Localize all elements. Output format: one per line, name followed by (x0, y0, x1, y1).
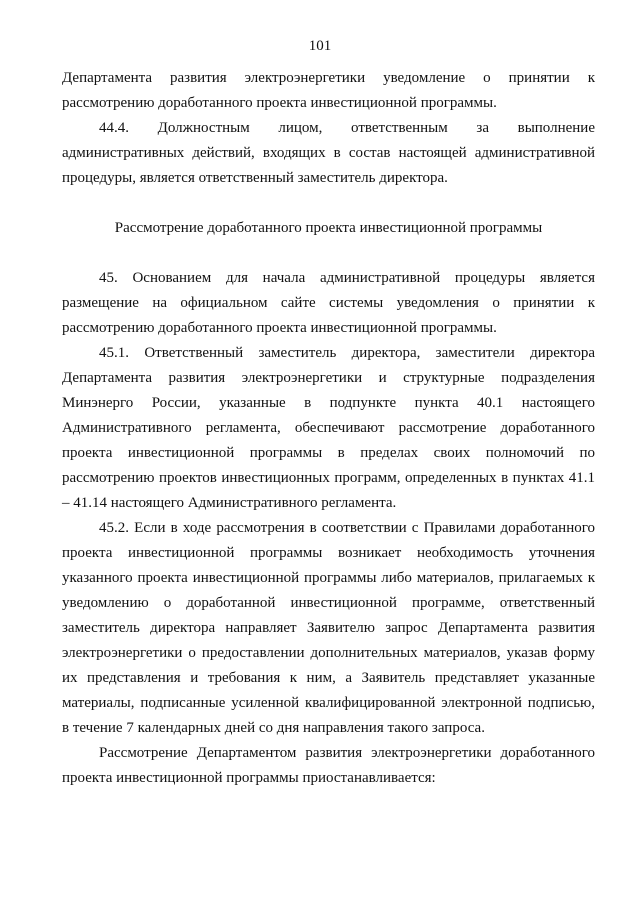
page-number: 101 (308, 38, 332, 54)
paragraph-45-1: 45.1. Ответственный заместитель директора, заместители директора Департамента развития электроэнергетики и структурные подразделения Минэнерго России, указанные в подпункте пункта 40.1 настоящего Административного регламента, обеспечивают рассмотрение доработанного проекта инвестиционной программы в пределах своих полномочий по рассмотрению проектов инвестиционных программ, определенных в пунктах 41.1 – 41.14 настоящего Административного регламента. (62, 345, 595, 511)
main-text-block (62, 266, 595, 791)
paragraph-45: 45. Основанием для начала административной процедуры является размещение на официальном сайте системы уведомления о принятии к рассмотрению доработанного проекта инвестиционной программы. (62, 270, 595, 336)
continued-paragraph: Департамента развития электроэнергетики уведомление о принятии к рассмотрению доработанного проекта инвестиционной программы. (62, 70, 595, 111)
section-heading: Рассмотрение доработанного проекта инвестиционной программы (114, 220, 543, 236)
section-heading-block (62, 216, 595, 241)
paragraph-45-2: 45.2. Если в ходе рассмотрения в соответствии с Правилами доработанного проекта инвестиционной программы возникает необходимость уточнения указанного проекта инвестиционной программы либо материалов, прилагаемых к уведомлению о доработанной инвестиционной программе, ответственный заместитель директора направляет Заявителю запрос Департамента развития электроэнергетики о предоставлении дополнительных материалов, указав форму их представления и требования к ним, а Заявитель представляет указанные материалы, подписанные усиленной квалифицированной электронной подписью, в течение 7 календарных дней со дня направления такого запроса. (62, 520, 595, 736)
paragraph-suspension: Рассмотрение Департаментом развития электроэнергетики доработанного проекта инвестиционной программы приостанавливается: (62, 745, 595, 786)
top-text-block (62, 66, 595, 191)
paragraph-44-4: 44.4. Должностным лицом, ответственным за выполнение административных действий, входящих в состав настоящей административной процедуры, является ответственный заместитель директора. (62, 120, 595, 186)
